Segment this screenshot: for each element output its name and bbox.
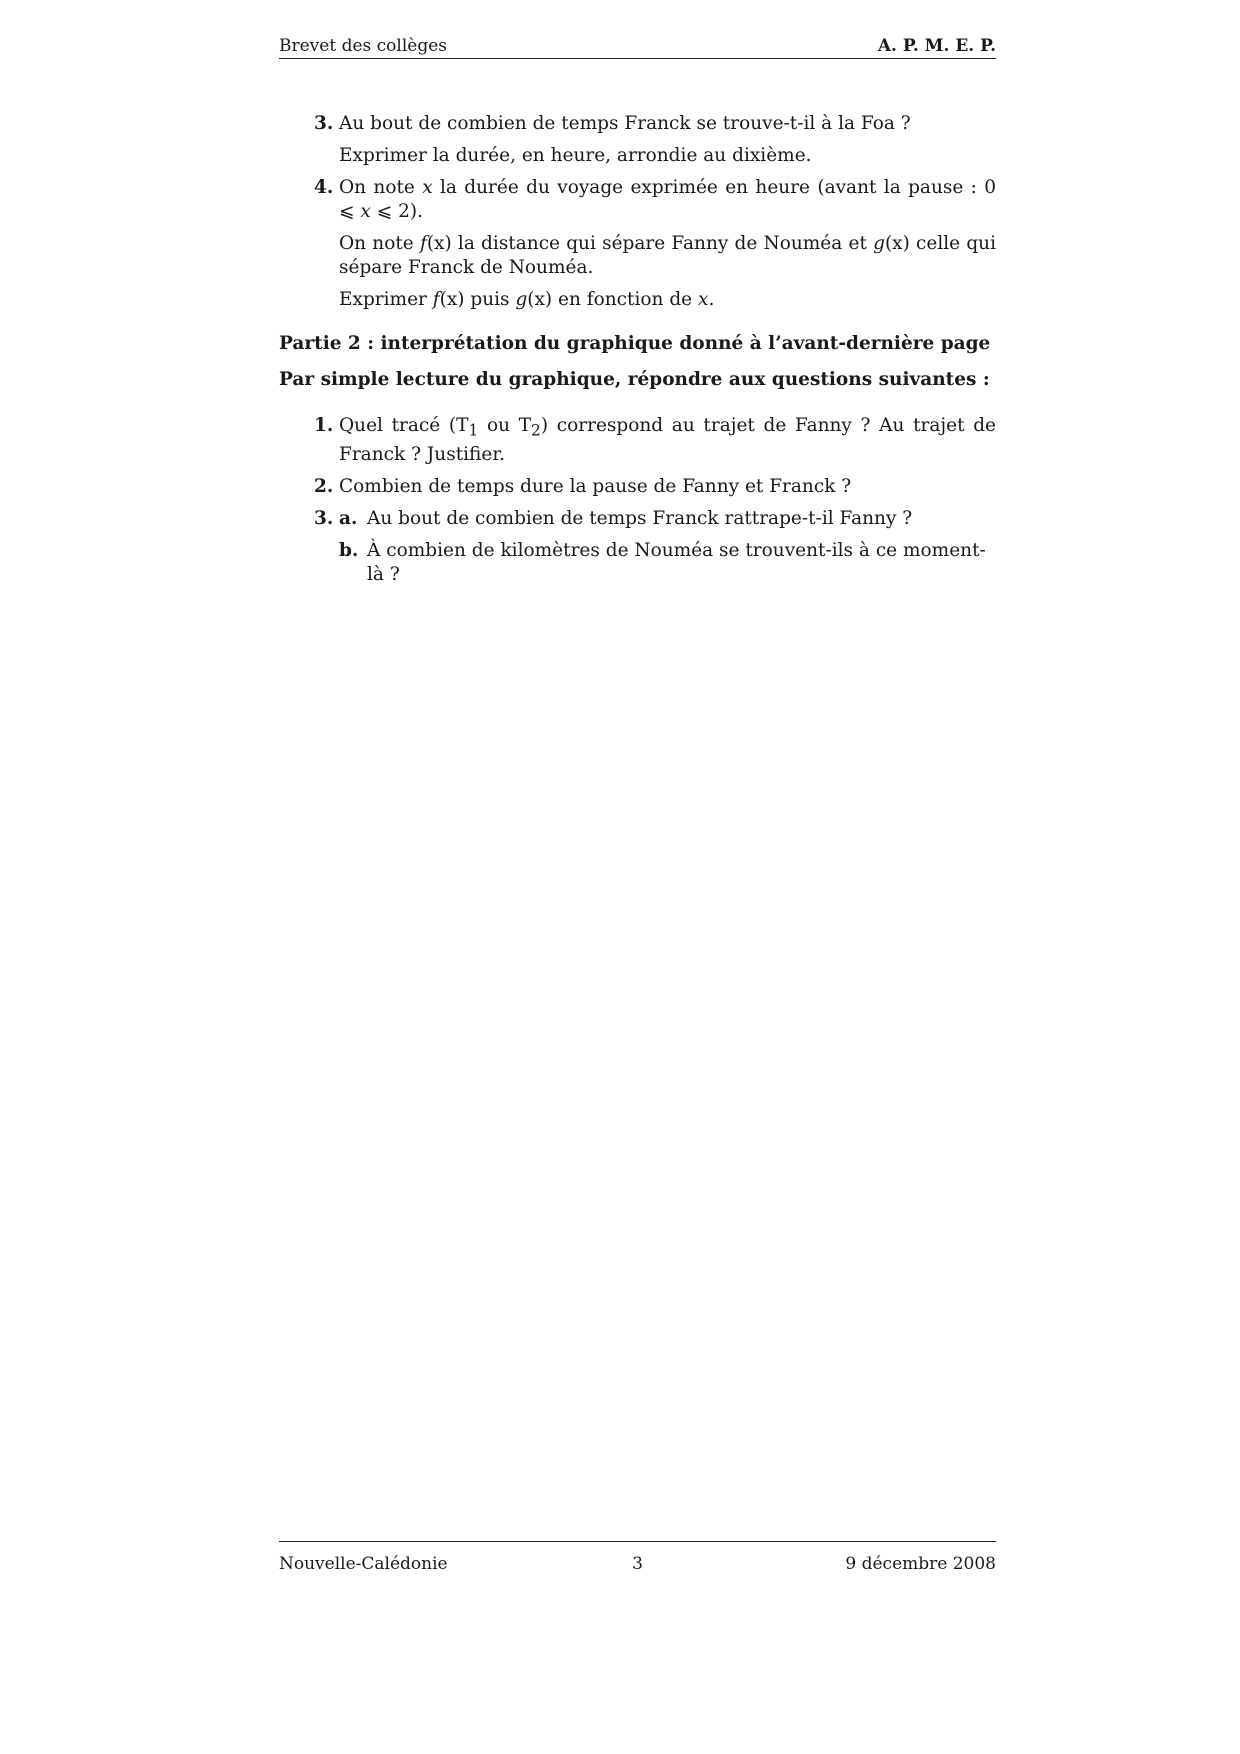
subquestion-letter: b. [339, 539, 359, 561]
question-text: Exprimer la durée, en heure, arrondie au dixième. [339, 145, 812, 166]
page-number: 3 [632, 1554, 643, 1574]
question-2-3 [279, 507, 996, 587]
question-number: 3. [314, 113, 334, 134]
question-text: On note f(x) la distance qui sépare Fanny de Nouméa et g(x) celle qui sépare Franck de Nouméa. [339, 233, 997, 278]
question-number: 3. [314, 507, 334, 529]
page-footer [279, 1541, 996, 1572]
question-1-4 [279, 176, 996, 312]
question-number: 2. [314, 475, 334, 497]
header-right: A. P. M. E. P. [877, 36, 996, 56]
question-number: 4. [314, 177, 334, 198]
part-2-title: Partie 2 : interprétation du graphique donné à l’avant-dernière page [279, 333, 991, 354]
question-text: Quel tracé ($T_1$ ou $T_2$) correspond au trajet de Fanny ? Au trajet de Franck ? Justifier. [339, 415, 996, 465]
footer-left: Nouvelle-Calédonie [279, 1554, 448, 1574]
footer-date: 9 décembre 2008 [845, 1554, 996, 1574]
page-content [279, 112, 996, 595]
subquestion-b [339, 539, 996, 587]
question-2-2 [279, 475, 996, 499]
subquestion-text: À combien de kilomètres de Nouméa se trouvent-ils à ce moment-là ? [367, 539, 986, 585]
page-header [279, 36, 996, 59]
question-2-1 [279, 414, 996, 467]
question-text: Au bout de combien de temps Franck se trouve-t-il à la Foa ? [339, 113, 911, 134]
subquestion-letter: a. [339, 507, 358, 529]
part-2-instruction: Par simple lecture du graphique, répondre aux questions suivantes : [279, 369, 990, 390]
question-text: Exprimer f(x) puis g(x) en fonction de x. [339, 289, 715, 310]
subquestion-text: Au bout de combien de temps Franck rattrape-t-il Fanny ? [367, 507, 913, 529]
question-text: On note x la durée du voyage exprimée en heure (avant la pause : 0 ⩽ x ⩽ 2). [339, 177, 996, 222]
document-page [279, 0, 996, 1754]
header-left: Brevet des collèges [279, 36, 448, 56]
subquestion-a [339, 507, 996, 531]
question-text: Combien de temps dure la pause de Fanny et Franck ? [339, 475, 852, 497]
question-number: 1. [314, 415, 334, 436]
question-1-3 [279, 112, 996, 168]
